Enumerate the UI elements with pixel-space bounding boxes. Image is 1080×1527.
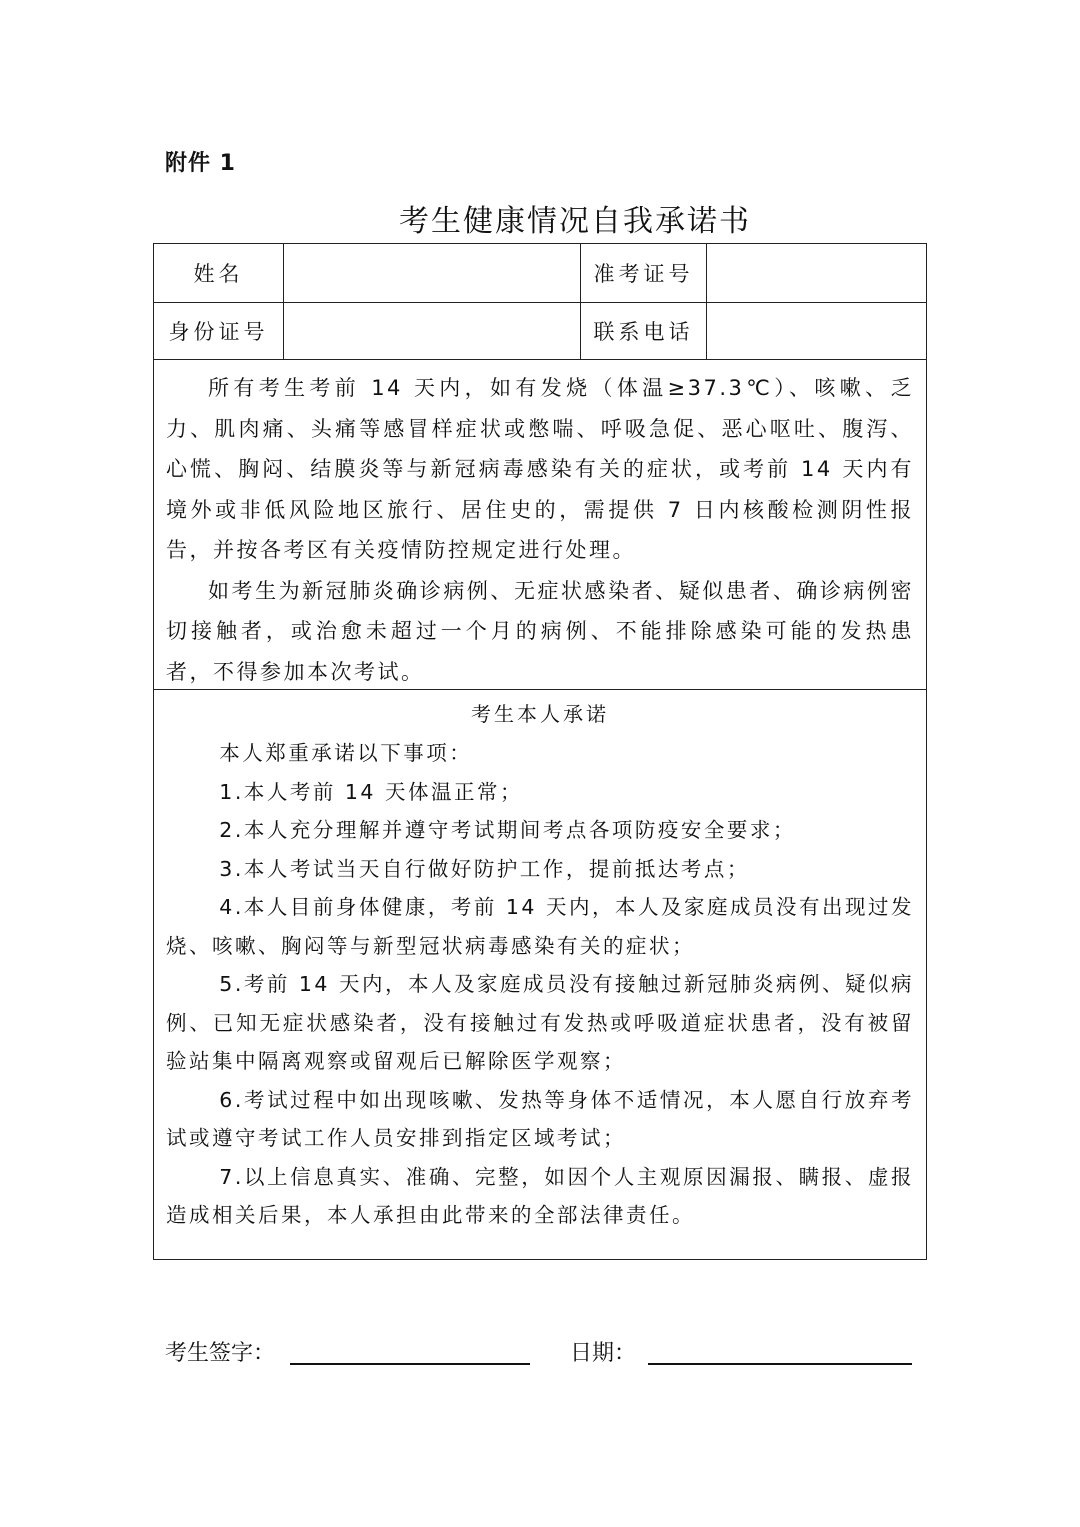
notice-paragraph-1: 所有考生考前 14 天内，如有发烧（体温≥37.3℃）、咳嗽、乏力、肌肉痛、头痛等感冒样症状或憋喘、呼吸急促、恶心呕吐、腹泻、心慌、胸闷、结膜炎等与新冠病毒感染有关的症状，或考前 14 天内有境外或非低风险地区旅行、居住史的，需提供 7 日内核酸检测阴性报告，并按各考区有关疫情防控规定进行处理。: [166, 376, 914, 562]
exam-id-label: 准考证号: [581, 244, 707, 302]
pledge-item: 7.以上信息真实、准确、完整，如因个人主观原因漏报、瞒报、虚报造成相关后果，本人承担由此带来的全部法律责任。: [166, 1164, 914, 1227]
pledge-heading: 考生本人承诺: [471, 702, 609, 726]
table-row-name: [154, 244, 926, 303]
pledge-item: 6.考试过程中如出现咳嗽、发热等身体不适情况，本人愿自行放弃考试或遵守考试工作人员安排到指定区域考试；: [166, 1087, 914, 1150]
id-card-label: 身份证号: [154, 303, 284, 359]
notice-paragraph-2: 如考生为新冠肺炎确诊病例、无症状感染者、疑似患者、确诊病例密切接触者，或治愈未超过一个月的病例、不能排除感染可能的发热患者，不得参加本次考试。: [166, 578, 914, 684]
phone-label: 联系电话: [581, 303, 707, 359]
pledge-item: 4.本人目前身体健康，考前 14 天内，本人及家庭成员没有出现过发烧、咳嗽、胸闷等与新型冠状病毒感染有关的症状；: [166, 895, 914, 958]
signature-label: 考生签字：: [165, 1341, 276, 1366]
pledge-item: 5.考前 14 天内，本人及家庭成员没有接触过新冠肺炎病例、疑似病例、已知无症状感染者，没有接触过有发热或呼吸道症状患者，没有被留验站集中隔离观察或留观后已解除医学观察；: [166, 972, 914, 1073]
signature-footer: [165, 1328, 925, 1368]
pledge-form-table: [153, 243, 927, 1260]
exam-id-field[interactable]: [707, 244, 928, 302]
pledge-item: 2.本人充分理解并遵守考试期间考点各项防疫安全要求；: [219, 818, 796, 842]
date-line[interactable]: [648, 1363, 912, 1365]
pledge-intro: 本人郑重承诺以下事项：: [219, 741, 473, 765]
pledge-item: 3.本人考试当天自行做好防护工作，提前抵达考点；: [219, 856, 750, 881]
phone-field[interactable]: [707, 303, 928, 359]
table-row-id: [154, 303, 926, 360]
name-label: 姓名: [154, 244, 284, 302]
signature-line[interactable]: [290, 1363, 530, 1365]
notice-section: [154, 360, 926, 690]
document-title: 考生健康情况自我承诺书: [399, 204, 751, 239]
pledge-item: 1.本人考前 14 天体温正常；: [219, 779, 523, 804]
attachment-label: 附件 1: [165, 151, 236, 176]
name-field[interactable]: [284, 244, 581, 302]
id-card-field[interactable]: [284, 303, 581, 359]
date-label: 日期：: [570, 1341, 637, 1366]
pledge-section: [154, 690, 926, 1260]
